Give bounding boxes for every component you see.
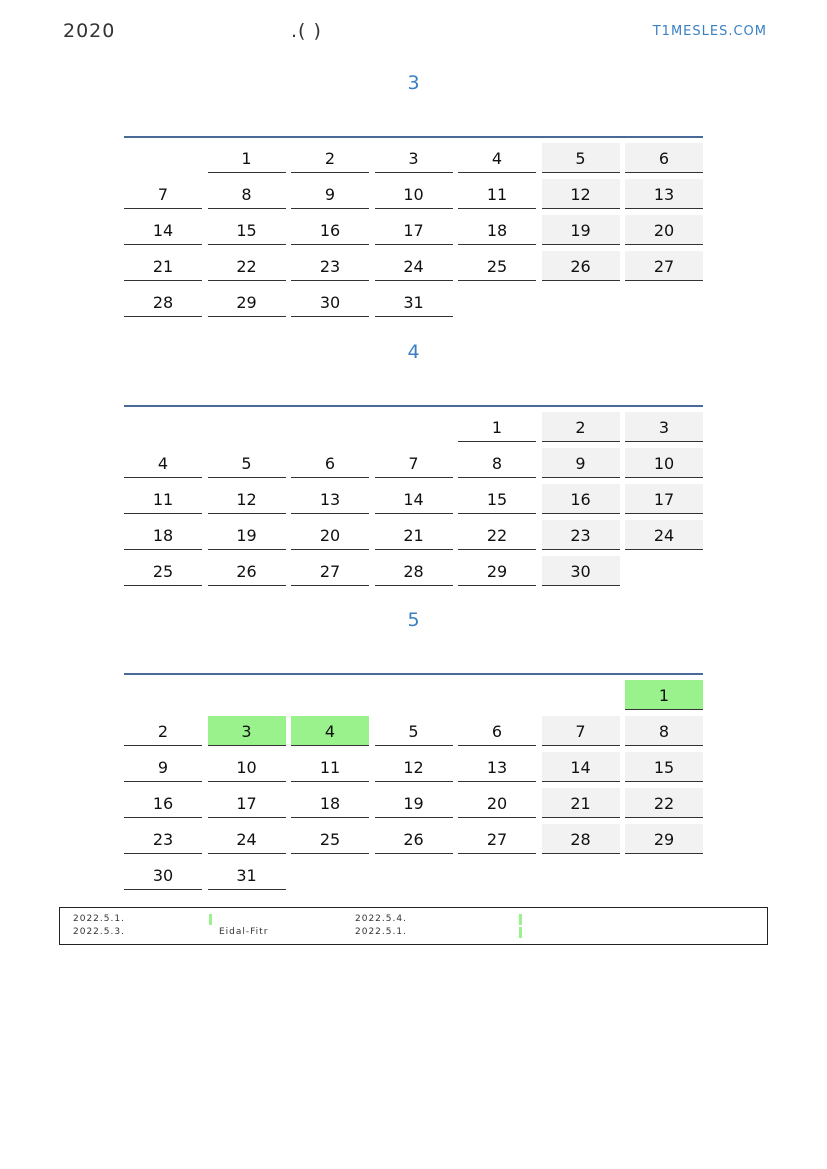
day-cell: 4 bbox=[458, 143, 536, 173]
day-cell: 9 bbox=[542, 448, 620, 478]
day-cell: 22 bbox=[458, 520, 536, 550]
day-cell: 12 bbox=[375, 752, 453, 782]
day-cell: 6 bbox=[458, 716, 536, 746]
day-cell: 5 bbox=[208, 448, 286, 478]
day-cell: 18 bbox=[291, 788, 369, 818]
day-cell: 17 bbox=[208, 788, 286, 818]
day-cell: 3 bbox=[208, 716, 286, 746]
day-cell: 15 bbox=[458, 484, 536, 514]
day-cell: 14 bbox=[124, 215, 202, 245]
day-cell: 24 bbox=[375, 251, 453, 281]
day-cell: 2 bbox=[542, 412, 620, 442]
day-cell: 15 bbox=[208, 215, 286, 245]
day-cell: 1 bbox=[625, 680, 703, 710]
day-cell: 9 bbox=[124, 752, 202, 782]
legend-date: 2022.5.4. bbox=[355, 914, 407, 924]
day-cell: 1 bbox=[458, 412, 536, 442]
day-cell: 26 bbox=[375, 824, 453, 854]
day-cell: 25 bbox=[458, 251, 536, 281]
day-cell: 22 bbox=[625, 788, 703, 818]
day-cell: 4 bbox=[124, 448, 202, 478]
day-cell: 11 bbox=[458, 179, 536, 209]
day-cell: 3 bbox=[375, 143, 453, 173]
day-cell: 24 bbox=[208, 824, 286, 854]
day-cell: 28 bbox=[124, 287, 202, 317]
day-cell: 10 bbox=[625, 448, 703, 478]
holiday-legend bbox=[59, 907, 768, 945]
day-cell: 14 bbox=[542, 752, 620, 782]
day-cell: 6 bbox=[291, 448, 369, 478]
day-cell: 2 bbox=[124, 716, 202, 746]
legend-date: 2022.5.3. bbox=[73, 927, 125, 937]
month-rule bbox=[124, 136, 703, 138]
day-cell: 6 bbox=[625, 143, 703, 173]
day-cell: 10 bbox=[208, 752, 286, 782]
day-cell: 18 bbox=[458, 215, 536, 245]
month-title-march: 3 bbox=[407, 72, 420, 94]
day-cell: 30 bbox=[291, 287, 369, 317]
day-cell: 16 bbox=[542, 484, 620, 514]
day-cell: 27 bbox=[625, 251, 703, 281]
day-cell: 16 bbox=[124, 788, 202, 818]
day-cell: 5 bbox=[375, 716, 453, 746]
day-cell: 11 bbox=[291, 752, 369, 782]
holiday-marker bbox=[519, 927, 522, 938]
day-cell: 29 bbox=[625, 824, 703, 854]
day-cell: 8 bbox=[458, 448, 536, 478]
day-cell: 12 bbox=[542, 179, 620, 209]
day-cell: 31 bbox=[208, 860, 286, 890]
page-subtitle: .( ) bbox=[291, 20, 322, 42]
month-rule bbox=[124, 673, 703, 675]
day-cell: 23 bbox=[124, 824, 202, 854]
day-cell: 8 bbox=[208, 179, 286, 209]
day-cell: 19 bbox=[208, 520, 286, 550]
holiday-marker bbox=[209, 914, 212, 925]
day-cell: 14 bbox=[375, 484, 453, 514]
day-cell: 29 bbox=[208, 287, 286, 317]
day-cell: 27 bbox=[291, 556, 369, 586]
day-cell: 20 bbox=[458, 788, 536, 818]
day-cell: 10 bbox=[375, 179, 453, 209]
day-cell: 26 bbox=[208, 556, 286, 586]
day-cell: 15 bbox=[625, 752, 703, 782]
day-cell: 21 bbox=[124, 251, 202, 281]
site-link[interactable]: T1MESLES.COM bbox=[652, 24, 767, 39]
holiday-marker bbox=[519, 914, 522, 925]
day-cell: 13 bbox=[458, 752, 536, 782]
day-cell: 17 bbox=[375, 215, 453, 245]
day-cell: 27 bbox=[458, 824, 536, 854]
day-cell: 3 bbox=[625, 412, 703, 442]
day-cell: 25 bbox=[291, 824, 369, 854]
day-cell: 30 bbox=[542, 556, 620, 586]
page-header bbox=[63, 20, 767, 46]
day-cell: 20 bbox=[625, 215, 703, 245]
day-cell: 21 bbox=[375, 520, 453, 550]
legend-date: 2022.5.1. bbox=[355, 927, 407, 937]
day-cell: 12 bbox=[208, 484, 286, 514]
month-rule bbox=[124, 405, 703, 407]
day-cell: 26 bbox=[542, 251, 620, 281]
legend-holiday-name: Eidal-Fitr bbox=[219, 927, 269, 937]
day-cell: 20 bbox=[291, 520, 369, 550]
day-cell: 1 bbox=[208, 143, 286, 173]
day-cell: 21 bbox=[542, 788, 620, 818]
day-cell: 31 bbox=[375, 287, 453, 317]
day-cell: 28 bbox=[542, 824, 620, 854]
day-cell: 8 bbox=[625, 716, 703, 746]
day-cell: 2 bbox=[291, 143, 369, 173]
day-cell: 22 bbox=[208, 251, 286, 281]
day-cell: 16 bbox=[291, 215, 369, 245]
day-cell: 11 bbox=[124, 484, 202, 514]
day-cell: 7 bbox=[375, 448, 453, 478]
day-cell: 23 bbox=[542, 520, 620, 550]
day-cell: 24 bbox=[625, 520, 703, 550]
day-cell: 25 bbox=[124, 556, 202, 586]
year-title: 2020 bbox=[63, 20, 116, 42]
day-cell: 13 bbox=[625, 179, 703, 209]
day-cell: 28 bbox=[375, 556, 453, 586]
day-cell: 13 bbox=[291, 484, 369, 514]
month-title-may: 5 bbox=[407, 609, 420, 631]
day-cell: 30 bbox=[124, 860, 202, 890]
day-cell: 7 bbox=[124, 179, 202, 209]
day-cell: 9 bbox=[291, 179, 369, 209]
month-title-april: 4 bbox=[407, 341, 420, 363]
day-cell: 17 bbox=[625, 484, 703, 514]
day-cell: 4 bbox=[291, 716, 369, 746]
day-cell: 29 bbox=[458, 556, 536, 586]
day-cell: 19 bbox=[375, 788, 453, 818]
legend-date: 2022.5.1. bbox=[73, 914, 125, 924]
day-cell: 7 bbox=[542, 716, 620, 746]
day-cell: 19 bbox=[542, 215, 620, 245]
day-cell: 5 bbox=[542, 143, 620, 173]
day-cell: 18 bbox=[124, 520, 202, 550]
day-cell: 23 bbox=[291, 251, 369, 281]
